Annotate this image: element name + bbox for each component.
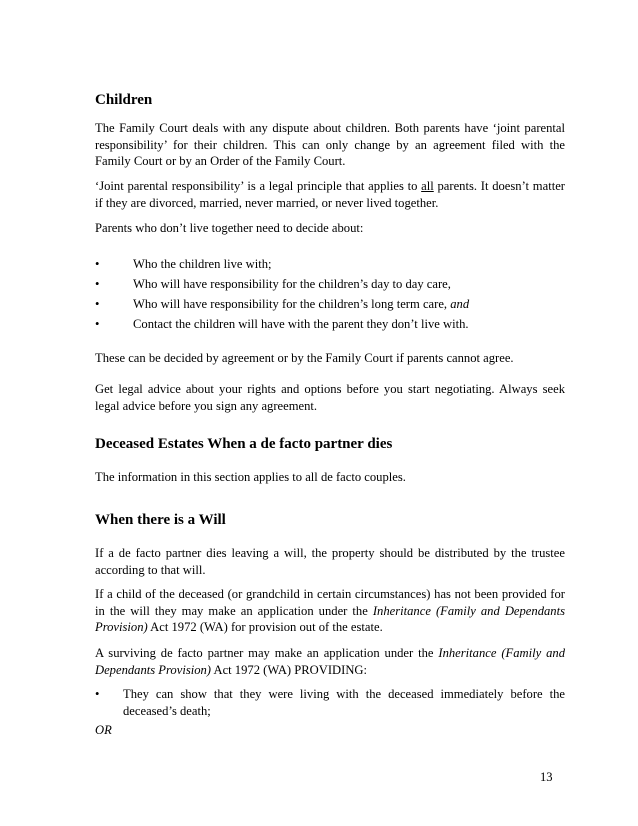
or-label (95, 722, 565, 739)
text-line: if they are divorced, married, never married, or never lived together. (95, 195, 439, 210)
italic-text: OR (95, 723, 112, 737)
bullet-marker: • (95, 317, 100, 331)
text-line: Family Court or by an Order of the Family Court. (95, 154, 346, 168)
text-run: Who will have responsibility for the children’s long term care, (133, 297, 451, 311)
bullet-marker: • (95, 297, 100, 311)
bullet-marker: • (95, 277, 100, 291)
italic-text: Provision) (95, 620, 148, 634)
heading-children: Children (95, 92, 153, 108)
paragraph-will-1 (95, 545, 565, 578)
italic-text: Inheritance (Family and Dependants (372, 603, 565, 618)
list-item-text: Who the children live with; (133, 257, 272, 271)
text-line (95, 619, 565, 636)
text-run: parents. It doesn’t matter (433, 179, 565, 193)
paragraph-deceased-1: The information in this section applies to all de facto couples. (95, 470, 406, 484)
text-line (95, 645, 565, 662)
paragraph-children-2 (95, 178, 565, 211)
paragraph-children-5 (95, 381, 565, 414)
paragraph-children-1 (95, 120, 565, 170)
text-run: in the will they may make an application under the (95, 603, 373, 618)
list-item-text: Who will have responsibility for the children’s day to day care, (133, 277, 451, 291)
italic-word: and (450, 297, 470, 311)
text-line: If a child of the deceased (or grandchild in certain circumstances) has not been provided for (95, 587, 565, 601)
text-line (95, 603, 565, 620)
text-line: according to that will. (95, 562, 206, 577)
text-line (95, 178, 565, 195)
paragraph-will-2 (95, 586, 565, 636)
text-run: ‘Joint parental responsibility’ is a legal principle that applies to (95, 179, 422, 193)
page-number: 13 (540, 770, 553, 784)
text-run: Act 1972 (WA) for provision out of the estate. (147, 620, 383, 634)
text-line: If a de facto partner dies leaving a will, the property should be distributed by the trustee (95, 546, 565, 560)
list-item-text (133, 296, 469, 313)
text-line (95, 662, 565, 679)
text-run: Act 1972 (WA) PROVIDING: (211, 662, 368, 677)
heading-deceased-estates: Deceased Estates When a de facto partner dies (95, 436, 393, 452)
underlined-word: all (421, 179, 434, 193)
bullet-marker: • (95, 257, 100, 271)
text-line: deceased’s death; (123, 703, 211, 718)
list-item-text: Contact the children will have with the parent they don’t live with. (133, 317, 469, 331)
paragraph-will-3 (95, 645, 565, 678)
heading-when-there-is-a-will: When there is a Will (95, 512, 226, 528)
italic-text: Inheritance (Family and (438, 646, 565, 660)
bullet-marker: • (95, 687, 100, 701)
list-item-text (123, 686, 565, 719)
text-line: legal advice before you sign any agreement. (95, 398, 318, 413)
text-run: A surviving de facto partner may make an application under the (95, 646, 439, 660)
paragraph-children-4: These can be decided by agreement or by the Family Court if parents cannot agree. (95, 351, 514, 365)
text-line: The Family Court deals with any dispute about children. Both parents have ‘joint parental (95, 121, 565, 135)
text-line: They can show that they were living with the deceased immediately before the (123, 687, 565, 701)
paragraph-children-3: Parents who don’t live together need to decide about: (95, 221, 364, 235)
text-line: responsibility’ for their children. This can only change by an agreement filed with the (95, 137, 565, 152)
italic-text: Dependants Provision) (95, 662, 212, 677)
text-line: Get legal advice about your rights and options before you start negotiating. Always seek (95, 382, 565, 396)
